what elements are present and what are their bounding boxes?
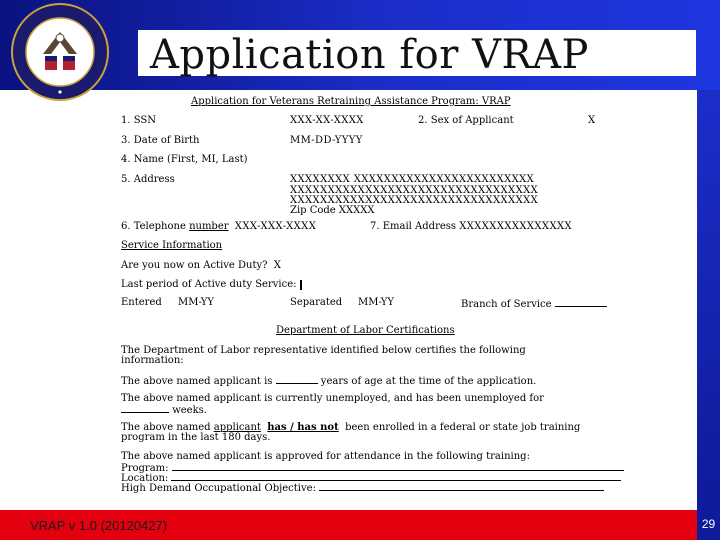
slide-title: Application for VRAP (150, 32, 589, 78)
location-field: Location: (121, 471, 621, 484)
occupation-field: High Demand Occupational Objective: (121, 481, 604, 494)
cert-approved-line: The above named applicant is approved for attendance in the following training: (121, 451, 530, 462)
ssn-value: XXX-XX-XXXX (290, 115, 364, 126)
address-line-3: XXXXXXXXXXXXXXXXXXXXXXXXXXXXXXXXX (290, 195, 539, 206)
form-heading: Application for Veterans Retraining Assistance Program: VRAP (191, 96, 511, 107)
vrap-application-form (118, 92, 693, 502)
dol-intro-line-2: information: (121, 355, 184, 366)
address-line-1: XXXXXXXX XXXXXXXXXXXXXXXXXXXXXXXX (290, 174, 535, 185)
separated-label: Separated (290, 297, 343, 308)
address-label: 5. Address (121, 174, 175, 185)
cert-training-line-1: The above named applicant has / has not been enrolled in a federal or state job training (121, 422, 581, 433)
sex-label: 2. Sex of Applicant (418, 115, 514, 126)
active-duty-question: Are you now on Active Duty? X (121, 260, 281, 271)
zip-code: Zip Code XXXXX (290, 205, 375, 216)
dob-label: 3. Date of Birth (121, 135, 200, 146)
name-label: 4. Name (First, MI, Last) (121, 154, 248, 165)
last-period-label: Last period of Active duty Service: (121, 279, 302, 290)
entered-value: MM-YY (178, 297, 214, 308)
entered-label: Entered (121, 297, 162, 308)
page-number: 29 (697, 510, 720, 540)
separated-value: MM-YY (358, 297, 394, 308)
cert-unemployed-line-1: The above named applicant is currently unemployed, and has been unemployed for (121, 393, 544, 404)
dol-heading: Department of Labor Certifications (276, 325, 455, 336)
telephone-field: 6. Telephone number XXX-XXX-XXXX (121, 221, 317, 232)
cert-training-line-2: program in the last 180 days. (121, 432, 271, 443)
email-field: 7. Email Address XXXXXXXXXXXXXXX (370, 221, 573, 232)
cert-age: The above named applicant is years of age at the time of the application. (121, 376, 537, 387)
cert-unemployed-line-2: weeks. (121, 403, 207, 416)
va-seal-logo (5, 2, 115, 102)
branch-field: Branch of Service (461, 297, 607, 310)
service-heading: Service Information (121, 240, 223, 251)
program-field: Program: (121, 461, 624, 474)
dob-value: MM-DD-YYYY (290, 135, 363, 146)
dol-intro-line-1: The Department of Labor representative identified below certifies the following (121, 345, 526, 356)
ssn-label: 1. SSN (121, 115, 156, 126)
right-accent-bar (697, 90, 720, 510)
sex-value: X (588, 115, 596, 126)
address-line-2: XXXXXXXXXXXXXXXXXXXXXXXXXXXXXXXXX (290, 185, 539, 196)
footer-version: VRAP v 1.0 (20120427) (30, 518, 168, 533)
